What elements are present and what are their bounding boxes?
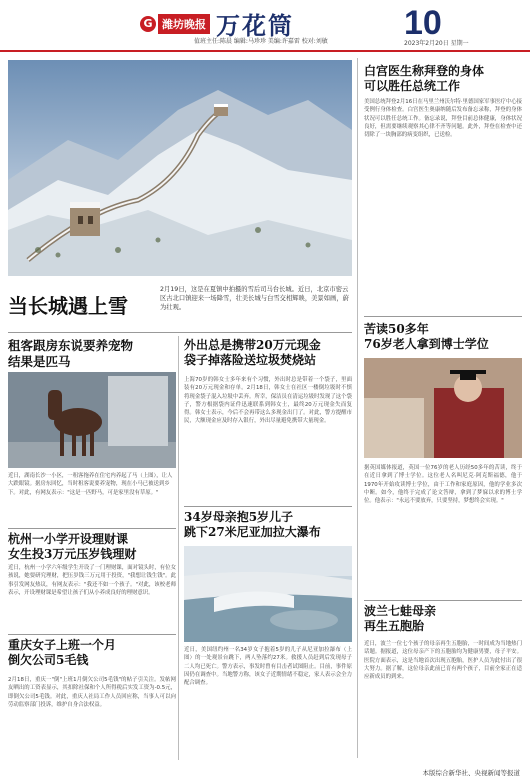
cash-bag-headline: 外出总是携带20万元现金 袋子掉落险送垃圾焚烧站 (184, 338, 321, 368)
cash-bag-body: 上海70岁的韩女士多年来有个习惯，外出时总是带着一个袋子，里面装有20万元现金和存单。2月18日，韩女士在社区一楼倒垃圾时不慎将现金袋子混入垃圾中丢弃。所幸，保洁员在清运垃圾时发现了这个袋子，警方根据袋内证件迅速联系到韩女士，最终20万元现金失而复得。韩女士表示，今后不会再带这么多现金出门了。对此，警方提醒市民，大额现金应及时存入银行，外出尽量避免携带大量现金。 (184, 377, 352, 425)
graduate-illustration (364, 358, 522, 458)
graduate-photo (364, 358, 522, 458)
pet-horse-body: 近日，湖南长沙一小区，一租客拖养在住宅内养起了马（上图），让人大跌眼镜。据房东回忆，当时租客说要养宠物，现在小马已被送到乡下。对此，有网友表示："这是一匹野马，可是家里没有草原。" (8, 473, 173, 496)
article-divider (364, 600, 522, 601)
doctor-degree-body: 据英国媒体报道，英国一位76岁的老人历经50多年的苦读，终于在近日拿到了博士学位。这位老人名叫尼克·阿克斯福德，他于1970年开始攻读博士学位，由于工作和家庭原因，他的学业多次中断。如今，他终于完成了论文答辩，拿到了梦寐以求的博士学位。他表示："永远不要放弃，只要坚持，梦想终会实现。" (364, 465, 522, 505)
column-divider (357, 58, 358, 758)
niagara-body: 近日，美国纽约州一名34岁女子抱着5岁的儿子从尼亚加拉瀑布（上图）的一处观景台跳下，两人坠落约27米。救援人员赶到后发现母子二人均已死亡。警方表示，事发时曾有目击者试图阻止。目前，事件原因仍在调查中。当地警方称，该女子近期情绪不稳定，家人表示会全力配合调查。 (184, 647, 352, 687)
horse-photo (8, 372, 176, 468)
great-wall-illustration (8, 60, 352, 276)
student-finance-headline: 杭州一小学开设理财课 女生投3万元压岁钱理财 (8, 532, 137, 562)
lead-photo-caption: 2月19日，这是在夏镇中拍摄的雪后司马台长城。近日，北京市密云区古北口镇迎来一场降雪，壮美长城与白雪交相辉映，美景如画，蔚为壮观。 (160, 286, 349, 311)
horse-illustration (8, 372, 176, 468)
pet-horse-headline: 租客跟房东说要养宠物 结果是匹马 (8, 338, 134, 369)
masthead (0, 0, 530, 52)
waterfall-illustration (184, 546, 352, 642)
page-number: 10 (404, 4, 442, 42)
logo-mark-icon: G (140, 16, 156, 32)
niagara-falls-photo (184, 546, 352, 642)
frog-headline: 波兰七蛙母亲 再生五胞胎 (364, 604, 437, 634)
great-wall-snow-photo (8, 60, 352, 276)
article-divider (8, 528, 176, 529)
salary-loss-body: 2月18日，重庆一"倒"上班1月倒欠公司5毛钱"的帖子引关注。发帖网友晒出的工资表显示，其扣除社保和个人所得税后实发工资为-0.5元，即倒欠公司5毛钱。对此，重庆人社局工作人员回应称，当事人可以向劳动监察部门投诉，维护自身合法权益。 (8, 677, 176, 708)
article-divider (8, 634, 176, 635)
white-house-headline: 白宫医生称拜登的身体 可以胜任总统工作 (364, 64, 485, 94)
lead-headline: 当长城遇上雪 (8, 294, 128, 318)
doctor-degree-headline: 苦读50多年 76岁老人拿到博士学位 (364, 322, 489, 352)
white-house-body: 美国总统拜登2月16日在马里兰州沃尔特·里德国家军事医疗中心接受例行身体检查。白宫医生奥康纳随后发布备忘录称，拜登的身体状况可以胜任总统工作。备忘录说，拜登目前总体健康，身体状况良好，但需要继续观察其心律不齐等问题。此外，拜登在检查中还切除了一块胸部的病变组织，已送检。 (364, 99, 522, 139)
student-finance-body: 近日，杭州一小学六年级学生开设了一门理财课，面对镜头时，有位女孩说，她要研究理财，把压岁钱三万元用于投资，"我想让钱生钱"。此事引发网友热议，有网友表示："我还不如一个孩子。"对此，该校老师表示，开设理财课是希望让孩子们从小养成良好的理财意识。 (8, 565, 176, 596)
section-name: 万花筒 (216, 11, 294, 40)
section-divider (8, 332, 352, 333)
page-footer-source: 本版综合新华社、央视新闻等报道 (422, 769, 520, 777)
frog-body: 近日，波兰一位七个孩子的母亲再生五胞胎，一时间成为当地热门话题。据报道，这位母亲产下的五胞胎均为健康男婴，母子平安。医院方面表示，这是当地首次出现五胞胎，医护人员为此付出了很大努力。据了解，这位母亲此前已育有两个孩子，目前全家正在适应新成员的到来。 (364, 641, 522, 681)
column-divider (178, 336, 179, 760)
paper-name: 潍坊晚报 (158, 14, 210, 34)
issue-date: 2023年2月20日 星期一 (404, 40, 469, 47)
article-divider (364, 316, 522, 317)
niagara-headline: 34岁母亲抱5岁儿子 跳下27米尼亚加拉大瀑布 (184, 510, 321, 540)
article-divider (184, 506, 352, 507)
editor-credits: 值班主任:陈晨 编辑:马珍珍 美编:许嘉雷 校对:刘敏 (194, 38, 328, 45)
salary-loss-headline: 重庆女子上班一个月 倒欠公司5毛钱 (8, 638, 117, 668)
